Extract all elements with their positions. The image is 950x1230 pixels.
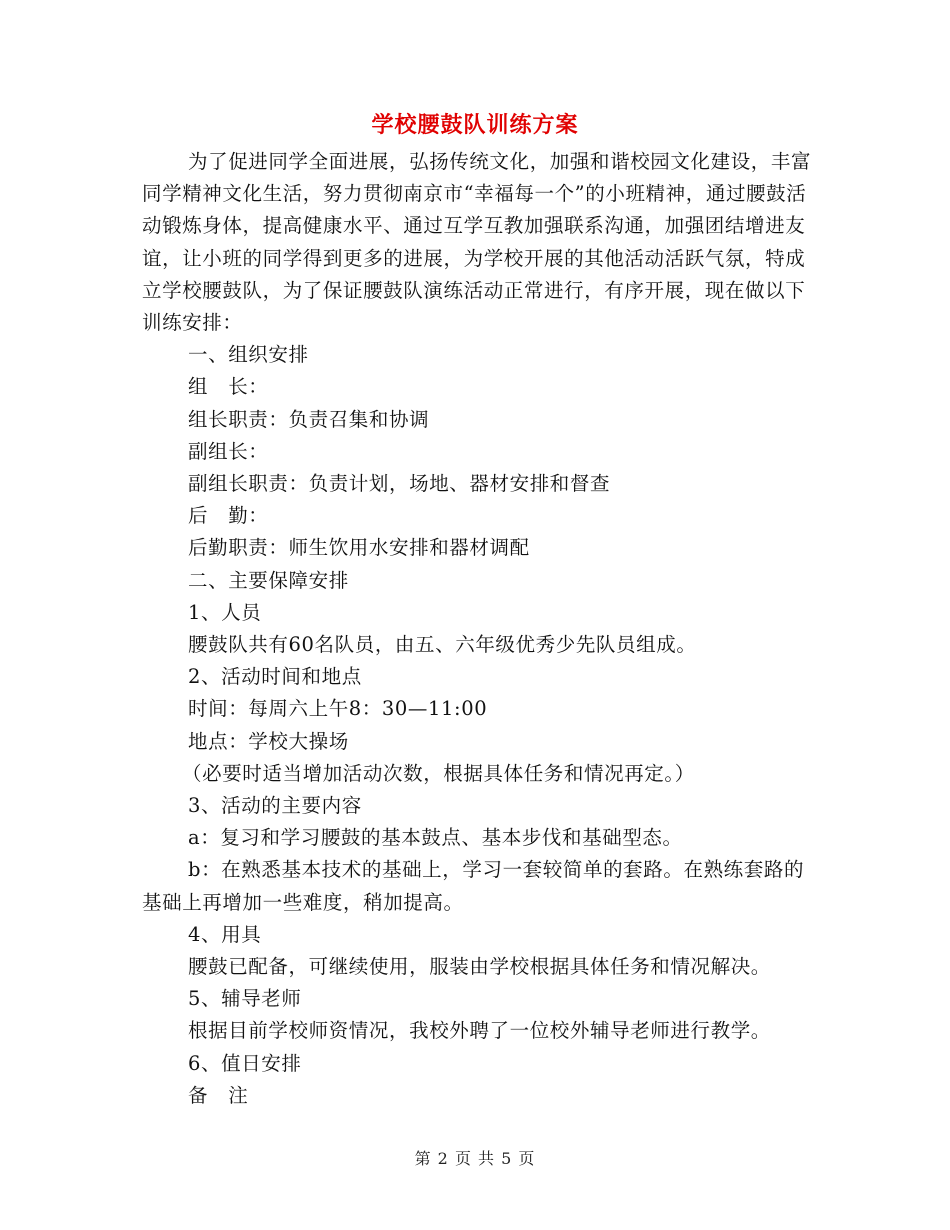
teacher-text: 根据目前学校师资情况，我校外聘了一位校外辅导老师进行教学。 bbox=[188, 1019, 771, 1043]
section-heading-support: 二、主要保障安排 bbox=[188, 568, 349, 592]
page-number: 第 2 页 共 5 页 bbox=[414, 1149, 536, 1168]
equipment-text: 腰鼓已配备，可继续使用，服装由学校根据具体任务和情况解决。 bbox=[188, 955, 771, 979]
item-content-heading: 3、活动的主要内容 bbox=[188, 794, 362, 818]
personnel-text: 腰鼓队共有60名队员，由五、六年级优秀少先队员组成。 bbox=[188, 633, 697, 657]
note-text: （必要时适当增加活动次数，根据具体任务和情况再定。） bbox=[182, 761, 695, 785]
time-text: 时间：每周六上午8：30—11:00 bbox=[188, 697, 488, 721]
item-personnel-heading: 1、人员 bbox=[188, 600, 262, 624]
item-teacher-heading: 5、辅导老师 bbox=[188, 987, 302, 1011]
content-item-b: b：在熟悉基本技术的基础上，学习一套较简单的套路。在熟练套路的基础上再增加一些难度，稍加提高。 bbox=[142, 858, 805, 914]
deputy-duty-line: 副组长职责：负责计划，场地、器材安排和督查 bbox=[188, 472, 611, 496]
intro-paragraph: 为了促进同学全面进展，弘扬传统文化，加强和谐校园文化建设，丰富同学精神文化生活，努力贯彻南京市“幸福每一个”的小班精神，通过腰鼓活动锻炼身体，提高健康水平、通过互学互教加强联系沟通，加强团结增进友谊，让小班的同学得到更多的进展，为学校开展的其他活动活跃气氛，特成立学校腰鼓队，为了保证腰鼓队演练活动正常进行，有序开展，现在做以下训练安排： bbox=[142, 150, 812, 335]
item-duty-heading: 6、值日安排 bbox=[188, 1051, 302, 1075]
logistics-duty-line: 后勤职责：师生饮用水安排和器材调配 bbox=[188, 536, 530, 560]
logistics-line: 后 勤： bbox=[188, 504, 269, 528]
remarks-line: 备 注 bbox=[188, 1083, 249, 1107]
content-item-a: a：复习和学习腰鼓的基本鼓点、基本步伐和基础型态。 bbox=[188, 826, 683, 850]
section-heading-organization: 一、组织安排 bbox=[188, 343, 309, 367]
item-time-place-heading: 2、活动时间和地点 bbox=[188, 665, 362, 689]
leader-duty-line: 组长职责：负责召集和协调 bbox=[188, 407, 430, 431]
deputy-leader-line: 副组长： bbox=[188, 439, 269, 463]
item-equipment-heading: 4、用具 bbox=[188, 922, 262, 946]
leader-line: 组 长： bbox=[188, 375, 269, 399]
document-title: 学校腰鼓队训练方案 bbox=[371, 113, 579, 138]
document-body bbox=[142, 146, 822, 1112]
place-text: 地点：学校大操场 bbox=[188, 729, 349, 753]
